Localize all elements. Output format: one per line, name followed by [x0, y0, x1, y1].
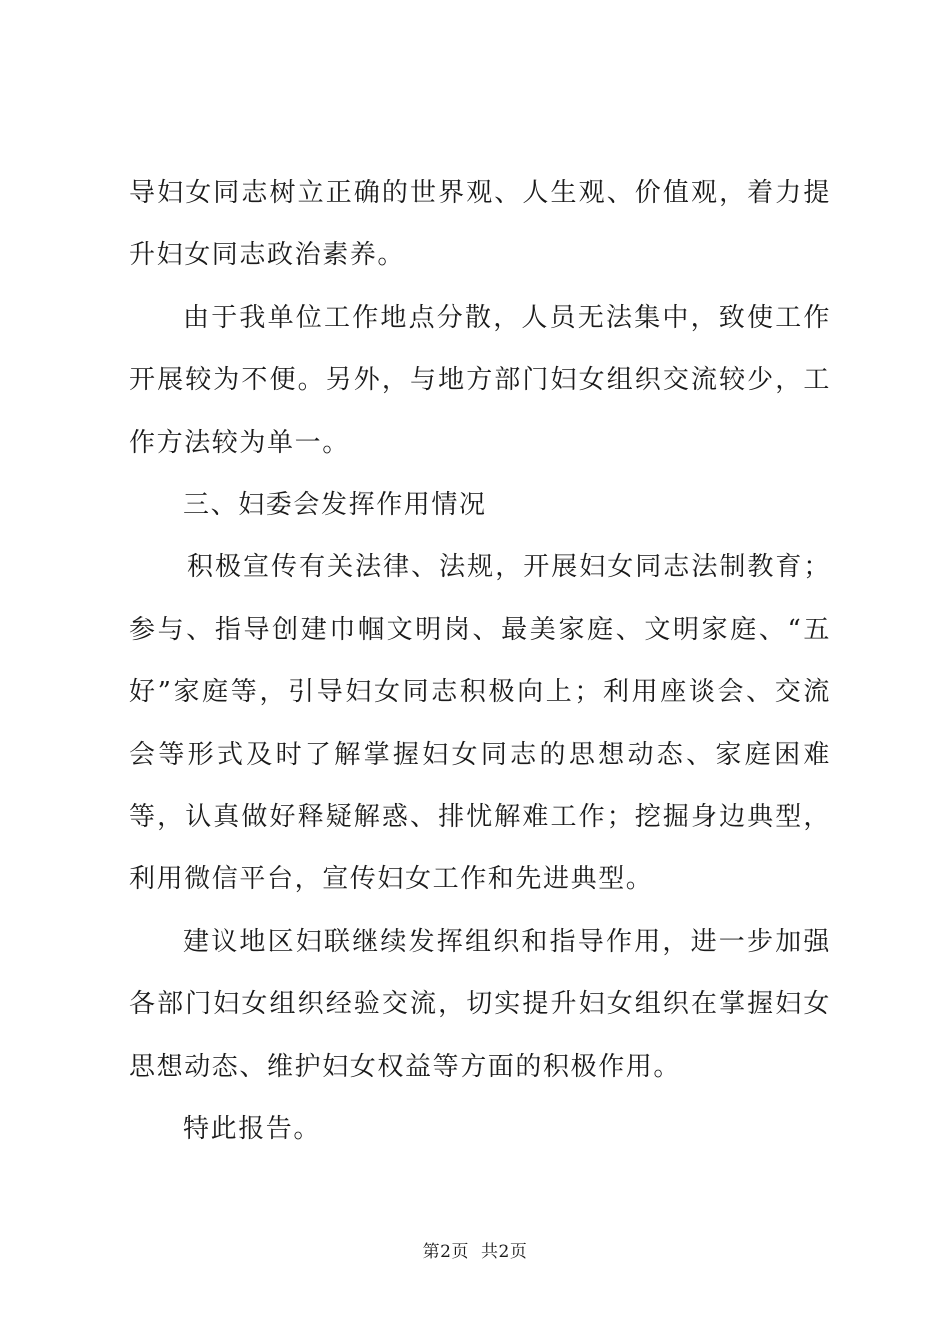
- page-number: 第2页: [422, 1242, 469, 1262]
- paragraph-activities: 积极宣传有关法律、法规，开展妇女同志法制教育；参与、指导创建巾帼文明岗、最美家庭、文明家庭、“五好”家庭等，引导妇女同志积极向上；利用座谈会、交流会等形式及时了解掌握妇女同志的思想动态、家庭困难等，认真做好释疑解惑、排忧解难工作；挖掘身边典型，利用微信平台，宣传妇女工作和先进典型。: [129, 552, 831, 895]
- page-total: 共2页: [481, 1242, 528, 1262]
- paragraph-closing: 特此报告。: [183, 1114, 322, 1145]
- section-heading: 三、妇委会发挥作用情况: [183, 490, 487, 521]
- page-footer: [0, 1237, 950, 1262]
- paragraph-problems: 由于我单位工作地点分散，人员无法集中，致使工作开展较为不便。另外，与地方部门妇女组织交流较少，工作方法较为单一。: [129, 302, 831, 458]
- paragraph-continuation: 导妇女同志树立正确的世界观、人生观、价值观，着力提升妇女同志政治素养。: [129, 178, 831, 271]
- paragraph-suggestion: 建议地区妇联继续发挥组织和指导作用，进一步加强各部门妇女组织经验交流，切实提升妇女组织在掌握妇女思想动态、维护妇女权益等方面的积极作用。: [129, 926, 831, 1082]
- document-body: [129, 162, 831, 1161]
